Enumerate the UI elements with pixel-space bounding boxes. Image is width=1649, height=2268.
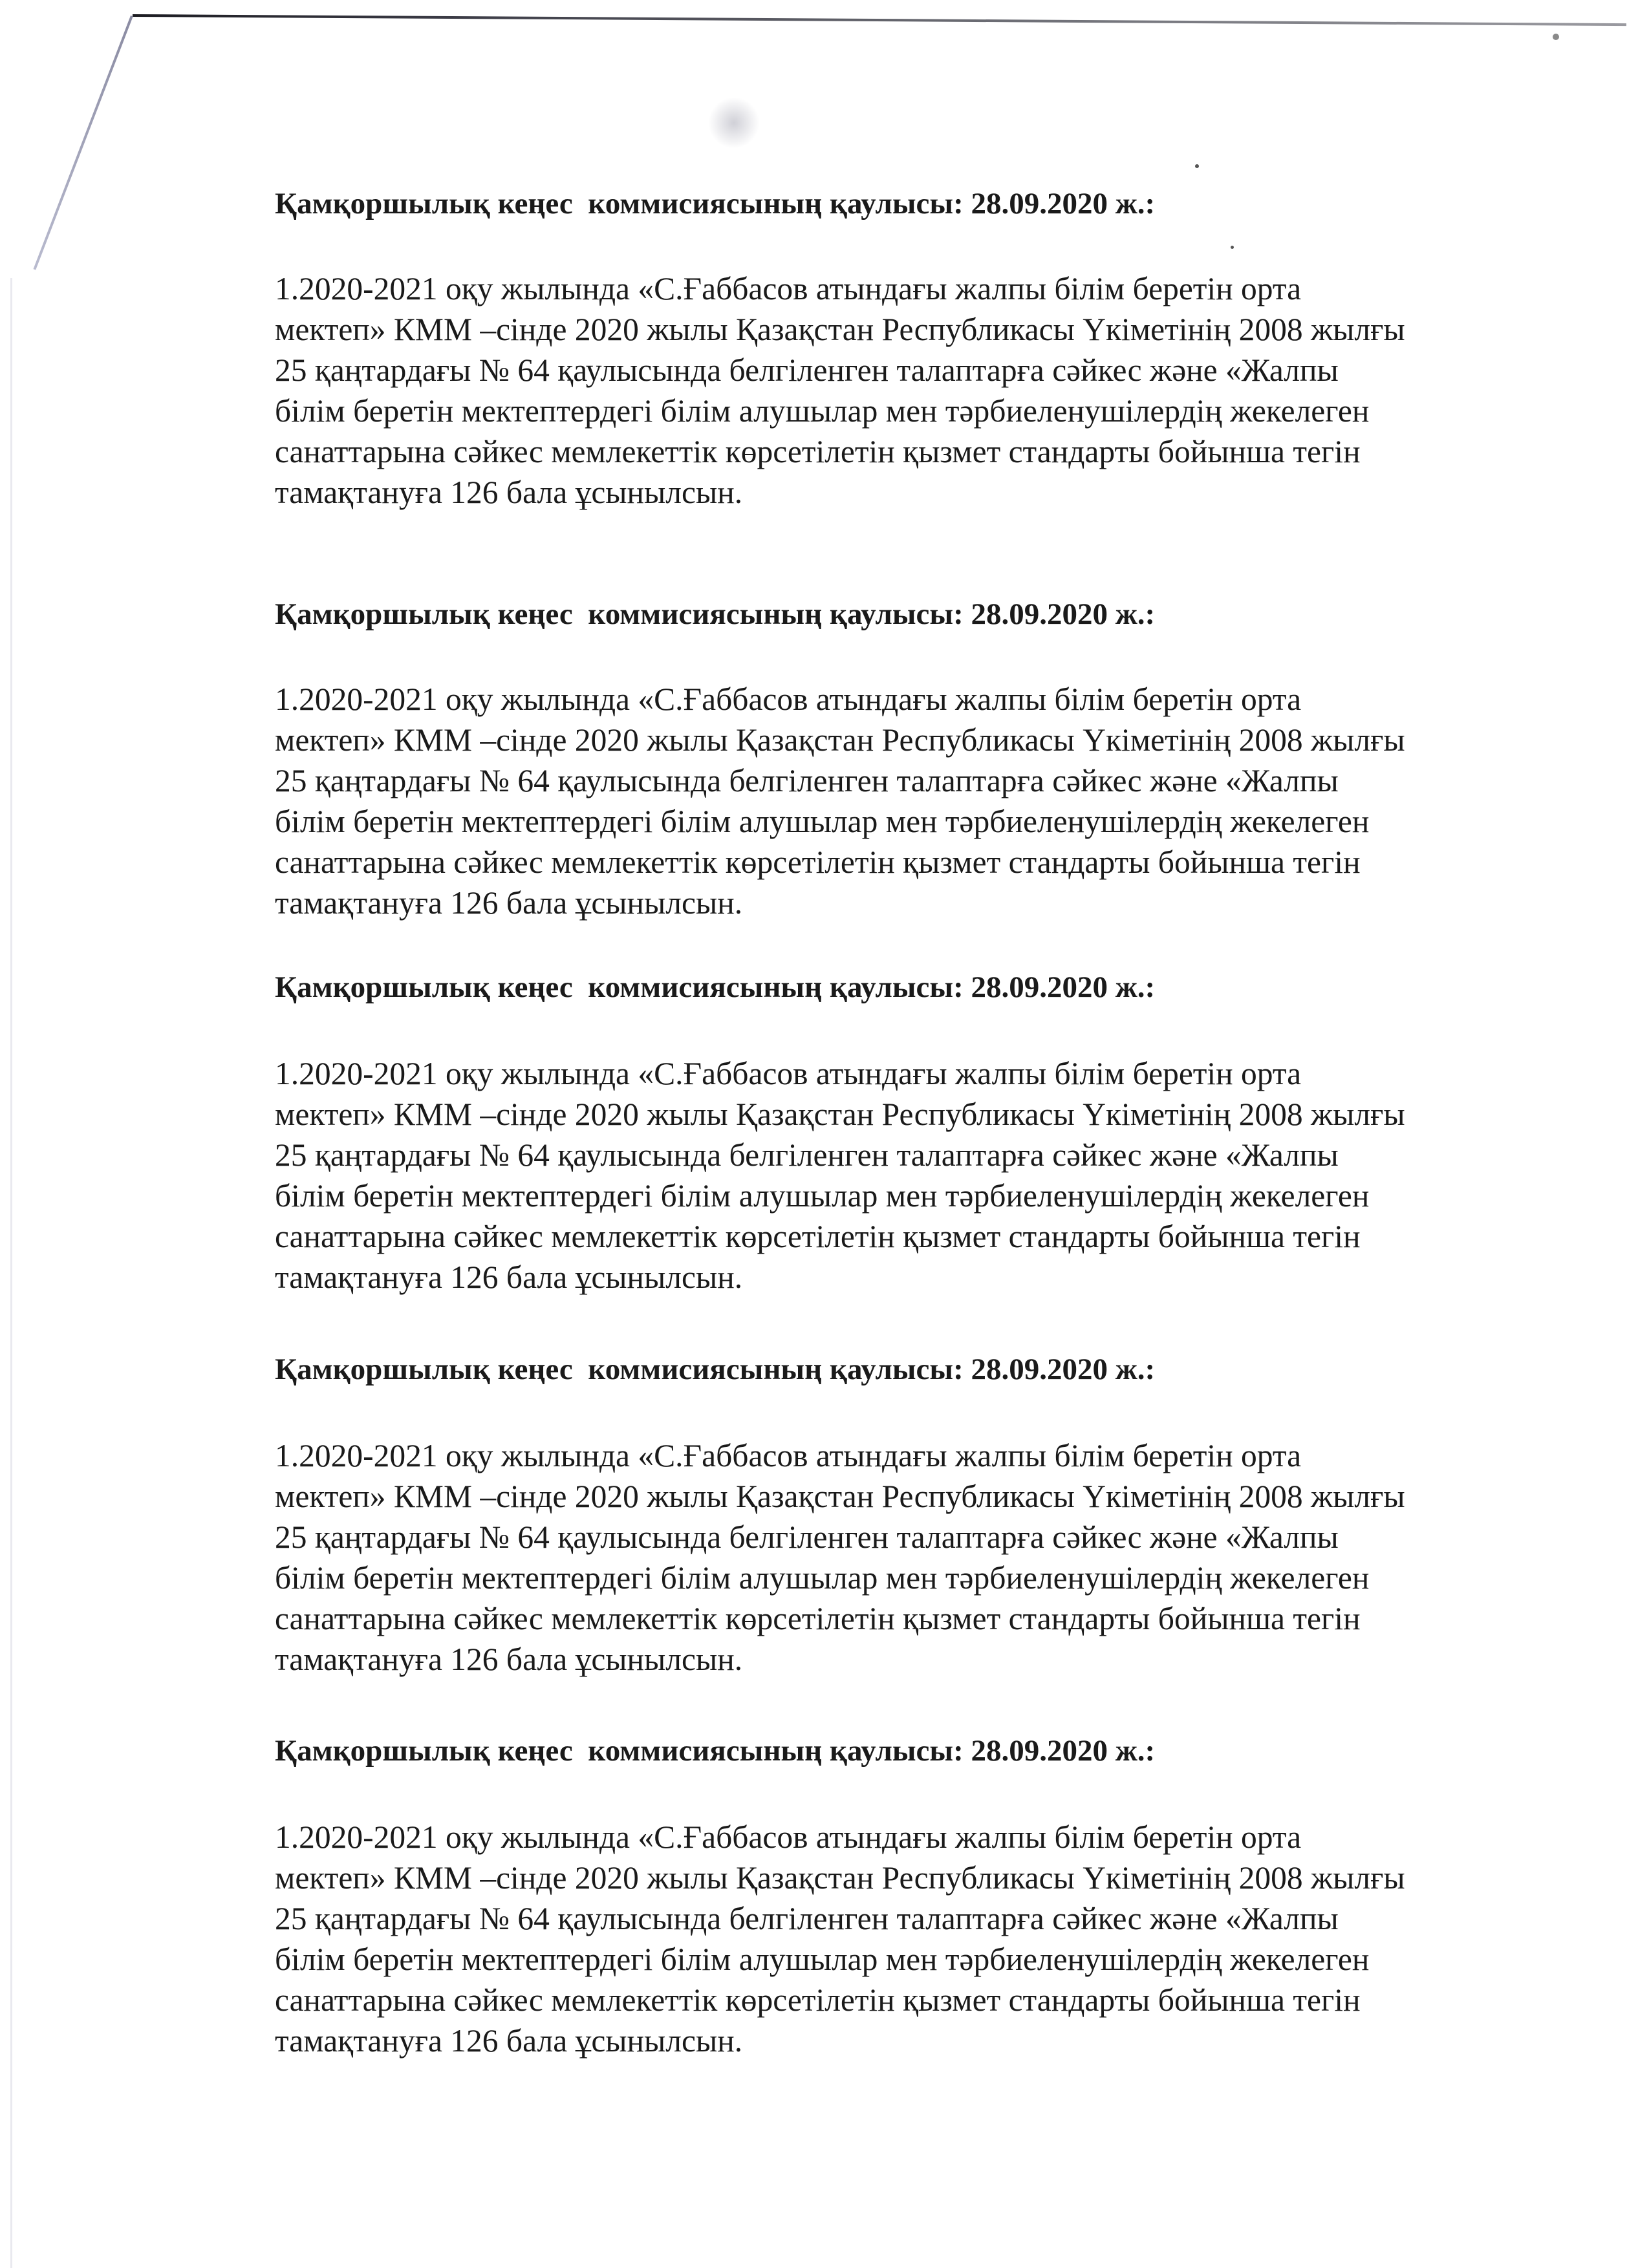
body-line: 25 қаңтардағы № 64 қаулысында белгіленген талаптарға сәйкес және «Жалпы xyxy=(275,1519,1339,1555)
scan-left-edge xyxy=(10,278,12,2268)
resolution-body xyxy=(275,268,1516,513)
body-line: 1.2020-2021 оқу жылында «С.Ғаббасов атындағы жалпы білім беретін орта xyxy=(275,681,1302,717)
body-line: мектеп» КММ –сінде 2020 жылы Қазақстан Республикасы Үкіметінің 2008 жылғы xyxy=(275,1860,1405,1896)
scan-smudge xyxy=(708,97,760,149)
body-line: санаттарына сәйкес мемлекеттік көрсетілетін қызмет стандарты бойынша тегін xyxy=(275,1219,1361,1254)
resolution-heading: Қамқоршылық кеңес коммисиясының қаулысы: 28.09.2020 ж.: xyxy=(275,597,1156,631)
scan-speck xyxy=(1195,164,1199,168)
body-line: тамақтануға 126 бала ұсынылсын. xyxy=(275,2023,743,2059)
resolution-body xyxy=(275,1817,1516,2061)
scan-fold-edge xyxy=(33,16,133,270)
resolution-block xyxy=(275,1350,1516,1680)
resolution-block xyxy=(275,595,1516,923)
body-line: білім беретін мектептердегі білім алушылар мен тәрбиеленушілердің жекелеген xyxy=(275,393,1370,429)
body-line: санаттарына сәйкес мемлекеттік көрсетілетін қызмет стандарты бойынша тегін xyxy=(275,844,1361,880)
resolution-heading: Қамқоршылық кеңес коммисиясының қаулысы: 28.09.2020 ж.: xyxy=(275,970,1156,1004)
body-line: санаттарына сәйкес мемлекеттік көрсетілетін қызмет стандарты бойынша тегін xyxy=(275,434,1361,469)
body-line: тамақтануға 126 бала ұсынылсын. xyxy=(275,885,743,921)
resolution-block xyxy=(275,968,1516,1298)
resolution-body xyxy=(275,1053,1516,1298)
body-line: білім беретін мектептердегі білім алушылар мен тәрбиеленушілердің жекелеген xyxy=(275,804,1370,839)
body-line: санаттарына сәйкес мемлекеттік көрсетілетін қызмет стандарты бойынша тегін xyxy=(275,1601,1361,1636)
scan-speck xyxy=(1553,34,1559,40)
body-line: мектеп» КММ –сінде 2020 жылы Қазақстан Республикасы Үкіметінің 2008 жылғы xyxy=(275,722,1405,758)
body-line: 1.2020-2021 оқу жылында «С.Ғаббасов атындағы жалпы білім беретін орта xyxy=(275,1056,1302,1091)
body-line: тамақтануға 126 бала ұсынылсын. xyxy=(275,1259,743,1295)
body-line: 1.2020-2021 оқу жылында «С.Ғаббасов атындағы жалпы білім беретін орта xyxy=(275,1438,1302,1473)
body-line: 1.2020-2021 оқу жылында «С.Ғаббасов атындағы жалпы білім беретін орта xyxy=(275,1819,1302,1855)
body-line: мектеп» КММ –сінде 2020 жылы Қазақстан Республикасы Үкіметінің 2008 жылғы xyxy=(275,1479,1405,1514)
resolution-body xyxy=(275,1435,1516,1680)
body-line: білім беретін мектептердегі білім алушылар мен тәрбиеленушілердің жекелеген xyxy=(275,1178,1370,1214)
body-line: 1.2020-2021 оқу жылында «С.Ғаббасов атындағы жалпы білім беретін орта xyxy=(275,271,1302,306)
body-line: мектеп» КММ –сінде 2020 жылы Қазақстан Республикасы Үкіметінің 2008 жылғы xyxy=(275,312,1405,347)
body-line: 25 қаңтардағы № 64 қаулысында белгіленген талаптарға сәйкес және «Жалпы xyxy=(275,352,1339,388)
resolution-block xyxy=(275,1731,1516,2061)
scan-top-edge xyxy=(133,14,1626,26)
resolution-heading: Қамқоршылық кеңес коммисиясының қаулысы: 28.09.2020 ж.: xyxy=(275,1734,1156,1768)
body-line: білім беретін мектептердегі білім алушылар мен тәрбиеленушілердің жекелеген xyxy=(275,1942,1370,1977)
body-line: мектеп» КММ –сінде 2020 жылы Қазақстан Республикасы Үкіметінің 2008 жылғы xyxy=(275,1097,1405,1132)
resolution-block xyxy=(275,184,1516,513)
body-line: тамақтануға 126 бала ұсынылсын. xyxy=(275,1642,743,1677)
body-line: санаттарына сәйкес мемлекеттік көрсетілетін қызмет стандарты бойынша тегін xyxy=(275,1982,1361,2018)
resolution-heading: Қамқоршылық кеңес коммисиясының қаулысы: 28.09.2020 ж.: xyxy=(275,187,1156,220)
body-line: тамақтануға 126 бала ұсынылсын. xyxy=(275,475,743,510)
body-line: білім беретін мектептердегі білім алушылар мен тәрбиеленушілердің жекелеген xyxy=(275,1560,1370,1596)
body-line: 25 қаңтардағы № 64 қаулысында белгіленген талаптарға сәйкес және «Жалпы xyxy=(275,1901,1339,1936)
body-line: 25 қаңтардағы № 64 қаулысында белгіленген талаптарға сәйкес және «Жалпы xyxy=(275,1137,1339,1173)
resolution-heading: Қамқоршылық кеңес коммисиясының қаулысы: 28.09.2020 ж.: xyxy=(275,1353,1156,1386)
resolution-body xyxy=(275,679,1516,923)
body-line: 25 қаңтардағы № 64 қаулысында белгіленген талаптарға сәйкес және «Жалпы xyxy=(275,763,1339,798)
